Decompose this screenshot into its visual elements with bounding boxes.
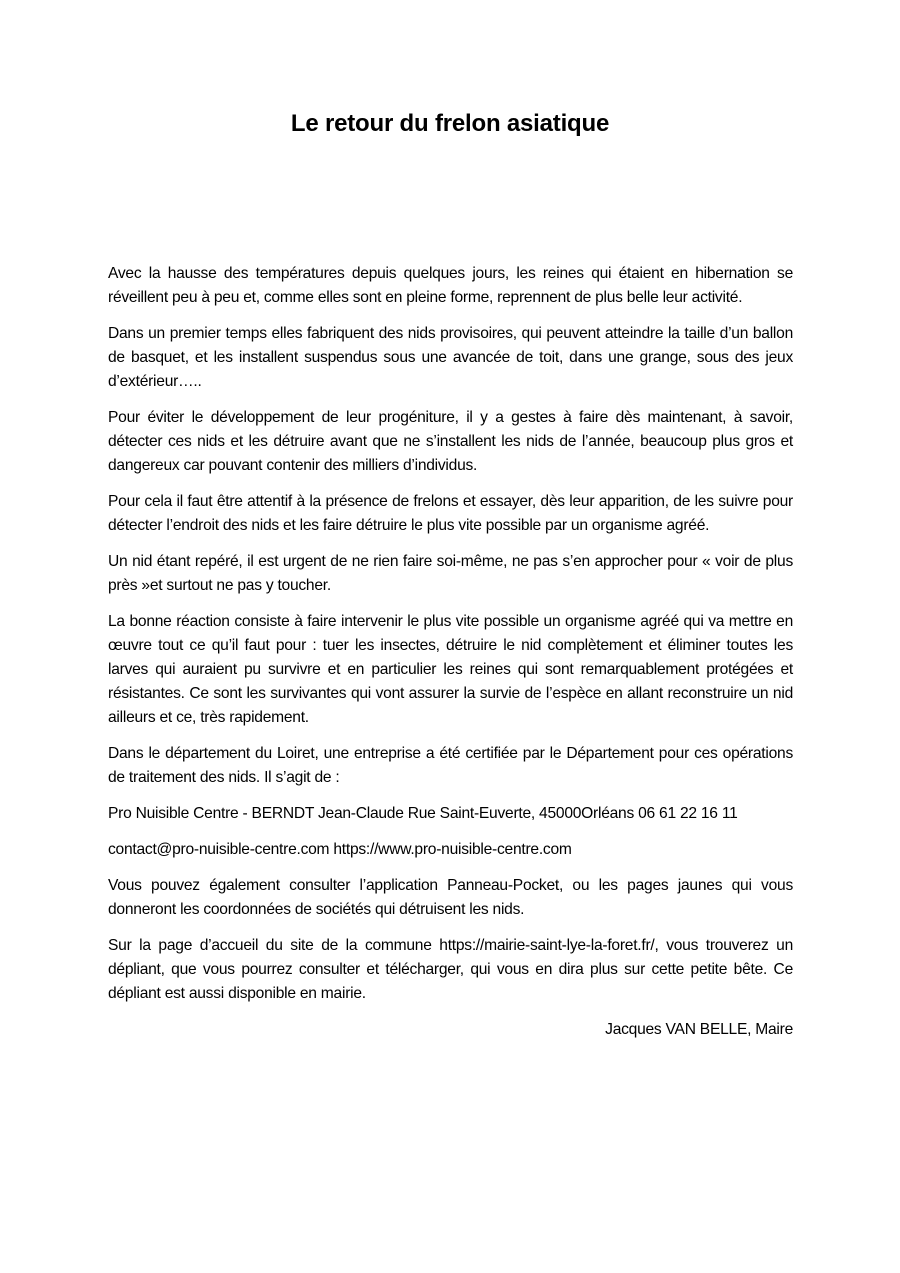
paragraph-8: Vous pouvez également consulter l’application Panneau-Pocket, ou les pages jaunes qui vous donneront les coordonnées de sociétés qui détruisent les nids. [108,877,793,918]
paragraph-4: Pour cela il faut être attentif à la présence de frelons et essayer, dès leur apparition, de les suivre pour détecter l’endroit des nids et les faire détruire le plus vite possible par un organisme agréé. [108,493,793,534]
company-info: Pro Nuisible Centre - BERNDT Jean-Claude Rue Saint-Euverte, 45000Orléans 06 61 22 16 11 [108,805,738,822]
document-body [108,262,793,1054]
document-title: Le retour du frelon asiatique [290,110,610,137]
paragraph-7: Dans le département du Loiret, une entreprise a été certifiée par le Département pour ces opérations de traitement des nids. Il s’agit de : [108,745,793,786]
paragraph-1: Avec la hausse des températures depuis quelques jours, les reines qui étaient en hibernation se réveillent peu à peu et, comme elles sont en pleine forme, reprennent de plus belle leur activité. [108,265,793,306]
paragraph-2: Dans un premier temps elles fabriquent des nids provisoires, qui peuvent atteindre la taille d’un ballon de basquet, et les installent suspendus sous une avancée de toit, dans une grange, sous des jeux d’extérieur….. [108,325,793,390]
contact-info: contact@pro-nuisible-centre.com https://www.pro-nuisible-centre.com [108,841,572,858]
paragraph-6: La bonne réaction consiste à faire intervenir le plus vite possible un organisme agréé qui va mettre en œuvre tout ce qu’il faut pour : tuer les insectes, détruire le nid complètement et éliminer toutes les larves qui auraient pu survivre et en particulier les reines qui sont remarquablement protégées et résistantes. Ce sont les survivantes qui vont assurer la survie de l’espèce en allant reconstruire un nid ailleurs et ce, très rapidement. [108,613,793,726]
signature: Jacques VAN BELLE, Maire [605,1021,793,1038]
paragraph-9: Sur la page d’accueil du site de la commune https://mairie-saint-lye-la-foret.fr/, vous trouverez un dépliant, que vous pourrez consulter et télécharger, qui vous en dira plus sur cette petite bête. Ce dépliant est aussi disponible en mairie. [108,937,793,1002]
paragraph-3: Pour éviter le développement de leur progéniture, il y a gestes à faire dès maintenant, à savoir, détecter ces nids et les détruire avant que ne s’installent les nids de l’année, beaucoup plus gros et dangereux car pouvant contenir des milliers d’individus. [108,409,793,474]
paragraph-5: Un nid étant repéré, il est urgent de ne rien faire soi-même, ne pas s’en approcher pour « voir de plus près »et surtout ne pas y toucher. [108,553,793,594]
